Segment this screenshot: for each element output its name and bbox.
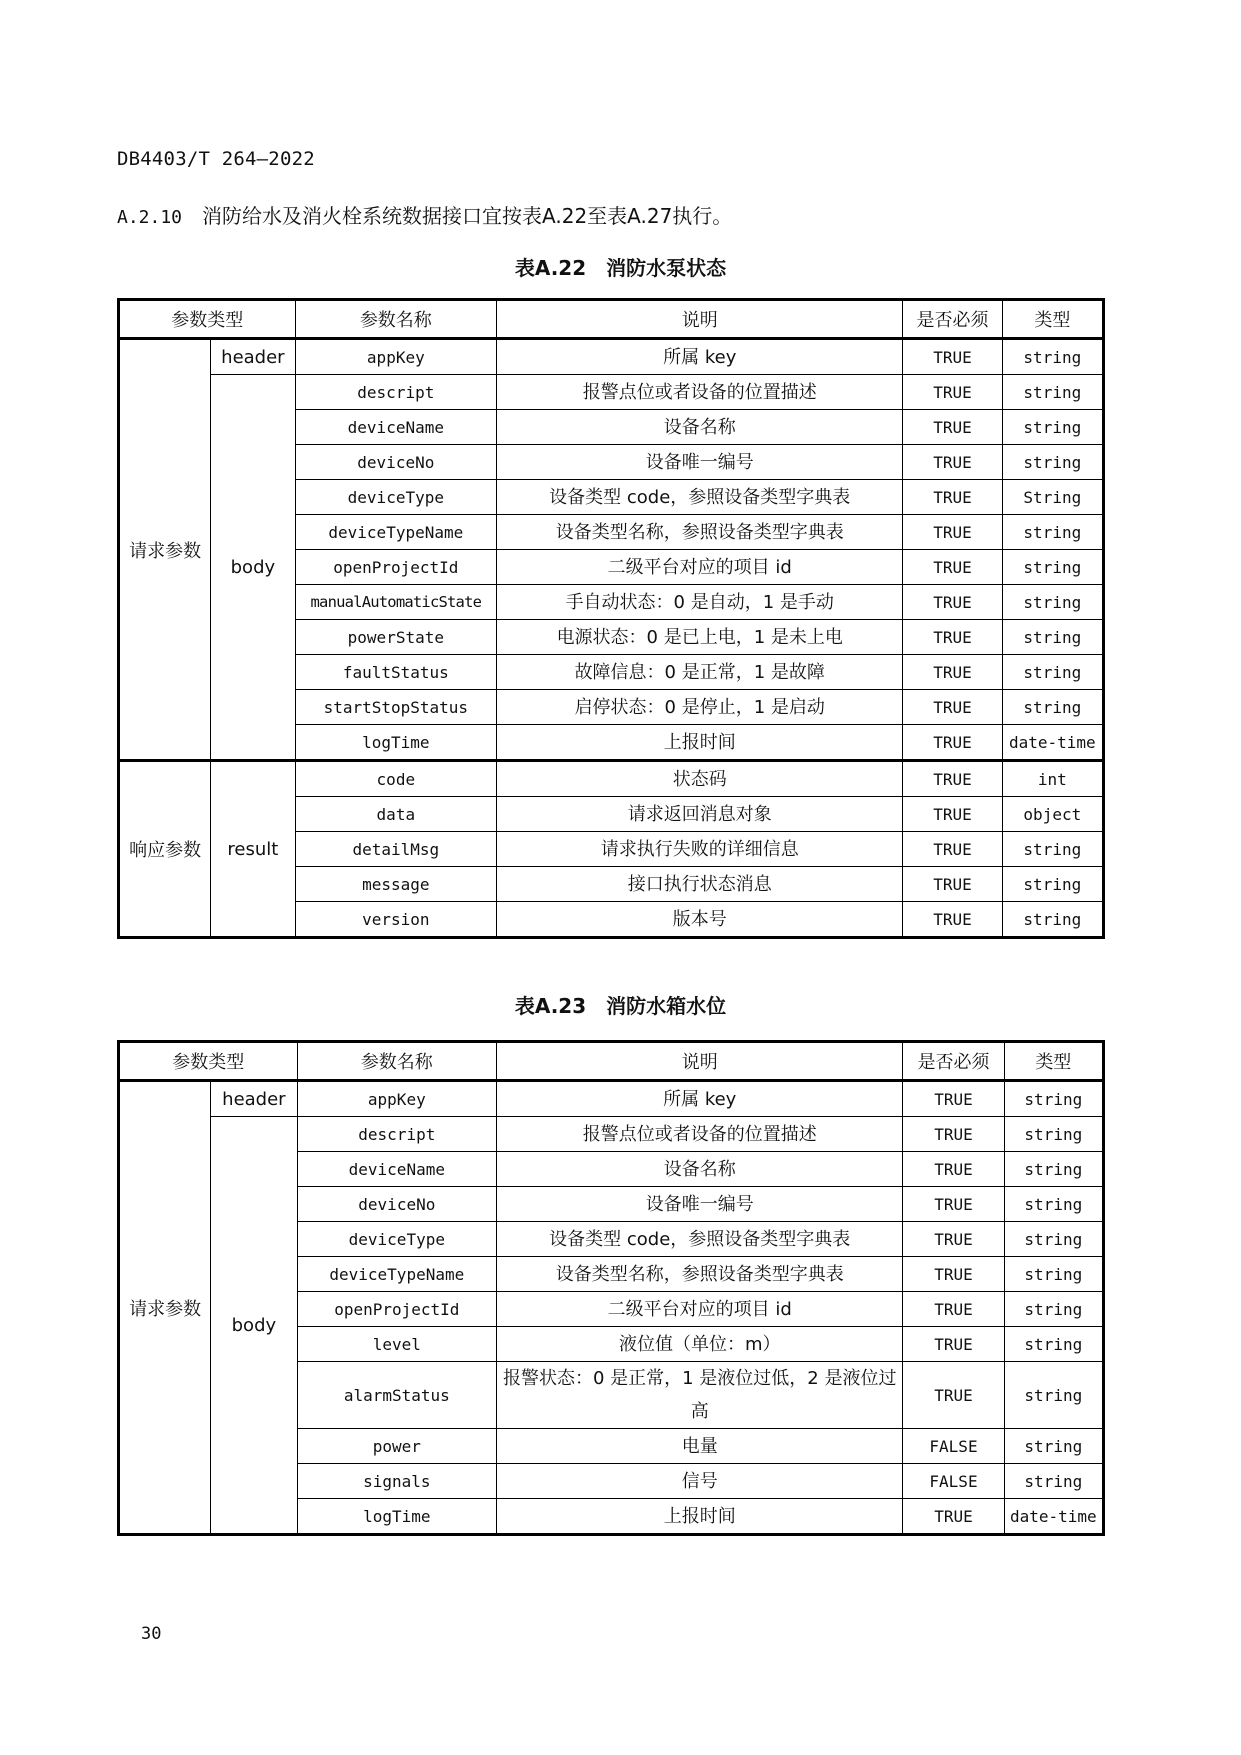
required-cell: TRUE (903, 445, 1002, 480)
page-number: 30 (141, 1624, 162, 1644)
request-params-label: 请求参数 (119, 1081, 211, 1535)
required-cell: FALSE (903, 1429, 1004, 1464)
table-a23-caption-title: 消防水箱水位 (606, 994, 727, 1018)
table-row (119, 761, 1104, 797)
required-cell: TRUE (903, 515, 1002, 550)
description-cell: 设备类型 code，参照设备类型字典表 (497, 1222, 903, 1257)
column-header-param-name: 参数名称 (295, 300, 497, 339)
required-cell: TRUE (903, 1152, 1004, 1187)
type-cell: string (1004, 1187, 1103, 1222)
description-cell: 报警点位或者设备的位置描述 (497, 375, 903, 410)
description-cell: 设备类型名称，参照设备类型字典表 (497, 1257, 903, 1292)
table-a22 (117, 298, 1105, 939)
param-name-cell: startStopStatus (295, 690, 497, 725)
description-cell: 手自动状态：0 是自动，1 是手动 (497, 585, 903, 620)
required-cell: TRUE (903, 1257, 1004, 1292)
column-header-param-category: 参数类型 (119, 1042, 298, 1081)
param-name-cell: deviceNo (295, 445, 497, 480)
type-cell: string (1002, 515, 1103, 550)
type-cell: date-time (1004, 1499, 1103, 1535)
table-row (119, 339, 1104, 375)
table-a23 (117, 1040, 1105, 1536)
column-header-description: 说明 (497, 300, 903, 339)
required-cell: TRUE (903, 620, 1002, 655)
description-cell: 二级平台对应的项目 id (497, 1292, 903, 1327)
param-name-cell: deviceName (295, 410, 497, 445)
required-cell: TRUE (903, 761, 1002, 797)
param-name-cell: descript (295, 375, 497, 410)
table-a22-caption-id: 表A.22 (514, 256, 587, 280)
type-cell: string (1002, 655, 1103, 690)
required-cell: TRUE (903, 410, 1002, 445)
document-code: DB4403/T 264—2022 (117, 148, 315, 170)
required-cell: TRUE (903, 480, 1002, 515)
param-name-cell: manualAutomaticState (295, 585, 497, 620)
description-cell: 上报时间 (497, 1499, 903, 1535)
required-cell: TRUE (903, 1499, 1004, 1535)
description-cell: 请求执行失败的详细信息 (497, 832, 903, 867)
column-header-required: 是否必须 (903, 300, 1002, 339)
column-header-description: 说明 (497, 1042, 903, 1081)
required-cell: TRUE (903, 375, 1002, 410)
description-cell: 所属 key (497, 1081, 903, 1117)
description-cell: 请求返回消息对象 (497, 797, 903, 832)
body-group-label: body (211, 375, 295, 761)
type-cell: string (1004, 1327, 1103, 1362)
param-name-cell: appKey (297, 1081, 497, 1117)
description-cell: 报警点位或者设备的位置描述 (497, 1117, 903, 1152)
param-name-cell: message (295, 867, 497, 902)
column-header-required: 是否必须 (903, 1042, 1004, 1081)
required-cell: TRUE (903, 832, 1002, 867)
param-name-cell: logTime (295, 725, 497, 761)
required-cell: TRUE (903, 1292, 1004, 1327)
param-name-cell: code (295, 761, 497, 797)
type-cell: string (1002, 410, 1103, 445)
param-name-cell: openProjectId (295, 550, 497, 585)
type-cell: string (1002, 550, 1103, 585)
description-cell: 设备名称 (497, 1152, 903, 1187)
column-header-param-name: 参数名称 (297, 1042, 497, 1081)
description-cell: 启停状态：0 是停止，1 是启动 (497, 690, 903, 725)
param-name-cell: deviceType (295, 480, 497, 515)
description-cell: 接口执行状态消息 (497, 867, 903, 902)
type-cell: string (1002, 902, 1103, 938)
required-cell: TRUE (903, 1187, 1004, 1222)
type-cell: string (1004, 1081, 1103, 1117)
type-cell: string (1004, 1429, 1103, 1464)
param-name-cell: version (295, 902, 497, 938)
param-name-cell: powerState (295, 620, 497, 655)
required-cell: TRUE (903, 1222, 1004, 1257)
param-name-cell: deviceName (297, 1152, 497, 1187)
type-cell: object (1002, 797, 1103, 832)
table-header-row (119, 300, 1104, 339)
description-cell: 设备类型 code，参照设备类型字典表 (497, 480, 903, 515)
type-cell: date-time (1002, 725, 1103, 761)
description-cell: 信号 (497, 1464, 903, 1499)
description-cell: 电源状态：0 是已上电，1 是未上电 (497, 620, 903, 655)
param-name-cell: deviceTypeName (297, 1257, 497, 1292)
required-cell: TRUE (903, 797, 1002, 832)
type-cell: string (1002, 620, 1103, 655)
description-cell: 液位值（单位：m） (497, 1327, 903, 1362)
type-cell: string (1004, 1222, 1103, 1257)
table-a23-caption (0, 990, 1241, 1019)
param-name-cell: alarmStatus (297, 1362, 497, 1429)
description-cell: 上报时间 (497, 725, 903, 761)
description-cell: 设备名称 (497, 410, 903, 445)
type-cell: string (1004, 1362, 1103, 1429)
required-cell: TRUE (903, 690, 1002, 725)
type-cell: string (1004, 1152, 1103, 1187)
table-a22-caption-title: 消防水泵状态 (606, 256, 727, 280)
type-cell: int (1002, 761, 1103, 797)
description-cell: 报警状态：0 是正常，1 是液位过低，2 是液位过高 (497, 1362, 903, 1429)
table-row (119, 1081, 1104, 1117)
param-name-cell: signals (297, 1464, 497, 1499)
description-cell: 所属 key (497, 339, 903, 375)
description-cell: 电量 (497, 1429, 903, 1464)
required-cell: TRUE (903, 867, 1002, 902)
type-cell: string (1002, 832, 1103, 867)
table-a23-caption-id: 表A.23 (514, 994, 587, 1018)
table-row (119, 1117, 1104, 1152)
param-name-cell: logTime (297, 1499, 497, 1535)
param-name-cell: appKey (295, 339, 497, 375)
type-cell: String (1002, 480, 1103, 515)
description-cell: 二级平台对应的项目 id (497, 550, 903, 585)
param-name-cell: power (297, 1429, 497, 1464)
param-name-cell: data (295, 797, 497, 832)
type-cell: string (1002, 690, 1103, 725)
type-cell: string (1004, 1257, 1103, 1292)
required-cell: TRUE (903, 1117, 1004, 1152)
param-name-cell: openProjectId (297, 1292, 497, 1327)
description-cell: 状态码 (497, 761, 903, 797)
required-cell: TRUE (903, 339, 1002, 375)
description-cell: 故障信息：0 是正常，1 是故障 (497, 655, 903, 690)
type-cell: string (1002, 375, 1103, 410)
clause-text: 消防给水及消火栓系统数据接口宜按表A.22至表A.27执行。 (202, 204, 733, 228)
required-cell: TRUE (903, 655, 1002, 690)
required-cell: TRUE (903, 550, 1002, 585)
result-group-label: result (211, 761, 295, 938)
param-name-cell: detailMsg (295, 832, 497, 867)
body-group-label: body (211, 1117, 297, 1535)
description-cell: 版本号 (497, 902, 903, 938)
column-header-type: 类型 (1004, 1042, 1103, 1081)
header-group-label: header (211, 339, 295, 375)
clause-number: A.2.10 (117, 207, 183, 228)
type-cell: string (1004, 1292, 1103, 1327)
param-name-cell: deviceType (297, 1222, 497, 1257)
description-cell: 设备类型名称，参照设备类型字典表 (497, 515, 903, 550)
param-name-cell: level (297, 1327, 497, 1362)
description-cell: 设备唯一编号 (497, 1187, 903, 1222)
required-cell: TRUE (903, 1362, 1004, 1429)
required-cell: FALSE (903, 1464, 1004, 1499)
header-group-label: header (211, 1081, 297, 1117)
type-cell: string (1002, 445, 1103, 480)
type-cell: string (1002, 867, 1103, 902)
table-row (119, 375, 1104, 410)
type-cell: string (1002, 585, 1103, 620)
param-name-cell: descript (297, 1117, 497, 1152)
clause-paragraph (117, 200, 732, 229)
param-name-cell: deviceNo (297, 1187, 497, 1222)
column-header-param-category: 参数类型 (119, 300, 296, 339)
response-params-label: 响应参数 (119, 761, 211, 938)
required-cell: TRUE (903, 725, 1002, 761)
request-params-label: 请求参数 (119, 339, 211, 761)
required-cell: TRUE (903, 902, 1002, 938)
required-cell: TRUE (903, 1081, 1004, 1117)
type-cell: string (1004, 1117, 1103, 1152)
column-header-type: 类型 (1002, 300, 1103, 339)
table-a22-caption (0, 252, 1241, 281)
required-cell: TRUE (903, 1327, 1004, 1362)
required-cell: TRUE (903, 585, 1002, 620)
table-header-row (119, 1042, 1104, 1081)
param-name-cell: deviceTypeName (295, 515, 497, 550)
type-cell: string (1002, 339, 1103, 375)
param-name-cell: faultStatus (295, 655, 497, 690)
description-cell: 设备唯一编号 (497, 445, 903, 480)
type-cell: string (1004, 1464, 1103, 1499)
